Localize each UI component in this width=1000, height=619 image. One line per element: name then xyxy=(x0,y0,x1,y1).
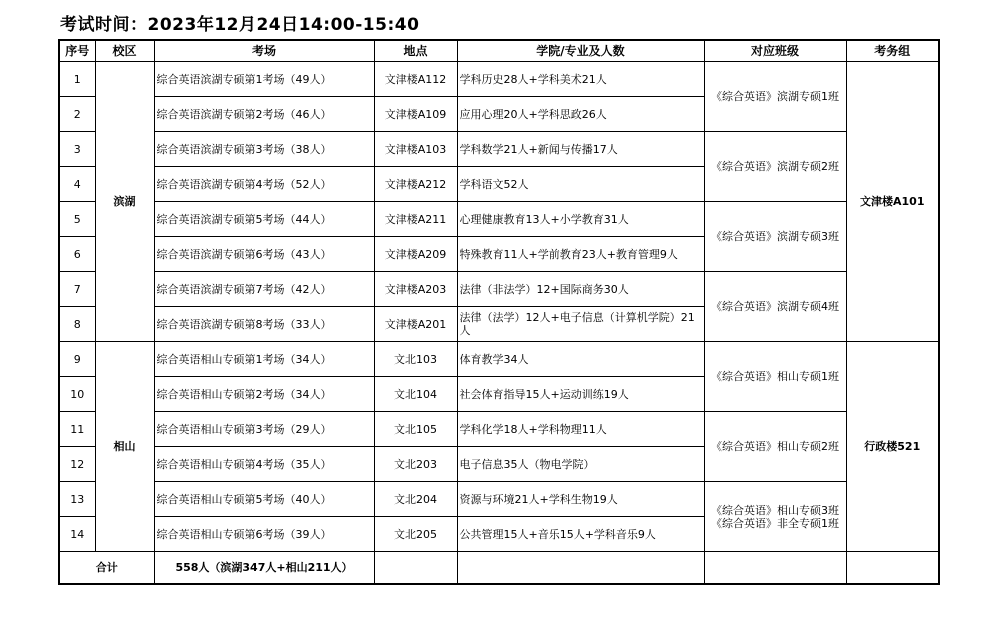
row-no: 5 xyxy=(59,202,95,237)
row-no: 2 xyxy=(59,97,95,132)
table-row xyxy=(59,482,939,517)
room-cell: 综合英语滨湖专硕第6考场（43人） xyxy=(154,237,374,272)
room-cell: 综合英语滨湖专硕第5考场（44人） xyxy=(154,202,374,237)
table-row xyxy=(59,272,939,307)
table-row xyxy=(59,62,939,97)
total-row xyxy=(59,552,939,585)
row-no: 3 xyxy=(59,132,95,167)
group-cell: 文津楼A101 xyxy=(846,62,939,342)
college-cell: 学科历史28人+学科美术21人 xyxy=(457,62,704,97)
room-cell: 综合英语相山专硕第1考场（34人） xyxy=(154,342,374,377)
row-no: 9 xyxy=(59,342,95,377)
location-cell: 文津楼A209 xyxy=(374,237,457,272)
campus-cell: 滨湖 xyxy=(95,62,154,342)
header-group: 考务组 xyxy=(846,40,939,62)
location-cell: 文津楼A112 xyxy=(374,62,457,97)
campus-cell: 相山 xyxy=(95,342,154,552)
class-cell: 《综合英语》相山专硕2班 xyxy=(704,412,846,482)
row-no: 8 xyxy=(59,307,95,342)
table-row xyxy=(59,202,939,237)
college-cell: 应用心理20人+学科思政26人 xyxy=(457,97,704,132)
row-no: 7 xyxy=(59,272,95,307)
college-cell: 学科语文52人 xyxy=(457,167,704,202)
room-cell: 综合英语滨湖专硕第1考场（49人） xyxy=(154,62,374,97)
table-header-row xyxy=(59,40,939,62)
college-cell: 资源与环境21人+学科生物19人 xyxy=(457,482,704,517)
empty-cell xyxy=(457,552,704,585)
total-value: 558人（滨湖347人+相山211人） xyxy=(154,552,374,585)
class-line: 《综合英语》相山专硕3班 xyxy=(711,503,839,517)
header-location: 地点 xyxy=(374,40,457,62)
room-cell: 综合英语相山专硕第3考场（29人） xyxy=(154,412,374,447)
class-cell: 《综合英语》滨湖专硕1班 xyxy=(704,62,846,132)
room-cell: 综合英语滨湖专硕第3考场（38人） xyxy=(154,132,374,167)
college-cell: 学科数学21人+新闻与传播17人 xyxy=(457,132,704,167)
row-no: 14 xyxy=(59,517,95,552)
college-cell: 法律（非法学）12+国际商务30人 xyxy=(457,272,704,307)
group-cell: 行政楼521 xyxy=(846,342,939,552)
row-no: 4 xyxy=(59,167,95,202)
college-cell: 社会体育指导15人+运动训练19人 xyxy=(457,377,704,412)
empty-cell xyxy=(704,552,846,585)
room-cell: 综合英语相山专硕第6考场（39人） xyxy=(154,517,374,552)
room-cell: 综合英语相山专硕第5考场（40人） xyxy=(154,482,374,517)
class-cell-merged xyxy=(704,482,846,552)
college-cell: 心理健康教育13人+小学教育31人 xyxy=(457,202,704,237)
location-cell: 文津楼A203 xyxy=(374,272,457,307)
room-cell: 综合英语滨湖专硕第4考场（52人） xyxy=(154,167,374,202)
row-no: 11 xyxy=(59,412,95,447)
college-cell: 公共管理15人+音乐15人+学科音乐9人 xyxy=(457,517,704,552)
location-cell: 文津楼A201 xyxy=(374,307,457,342)
room-cell: 综合英语滨湖专硕第7考场（42人） xyxy=(154,272,374,307)
location-cell: 文北203 xyxy=(374,447,457,482)
class-cell: 《综合英语》滨湖专硕2班 xyxy=(704,132,846,202)
location-cell: 文津楼A103 xyxy=(374,132,457,167)
exam-time-title: 考试时间：2023年12月24日14:00-15:40 xyxy=(60,15,420,35)
location-cell: 文津楼A211 xyxy=(374,202,457,237)
college-cell: 电子信息35人（物电学院） xyxy=(457,447,704,482)
location-cell: 文津楼A109 xyxy=(374,97,457,132)
row-no: 6 xyxy=(59,237,95,272)
class-cell: 《综合英语》滨湖专硕4班 xyxy=(704,272,846,342)
header-no: 序号 xyxy=(59,40,95,62)
row-no: 12 xyxy=(59,447,95,482)
row-no: 10 xyxy=(59,377,95,412)
room-cell: 综合英语滨湖专硕第8考场（33人） xyxy=(154,307,374,342)
empty-cell xyxy=(846,552,939,585)
exam-schedule-table xyxy=(58,39,940,585)
location-cell: 文津楼A212 xyxy=(374,167,457,202)
location-cell: 文北205 xyxy=(374,517,457,552)
room-cell: 综合英语滨湖专硕第2考场（46人） xyxy=(154,97,374,132)
table-row xyxy=(59,132,939,167)
header-college: 学院/专业及人数 xyxy=(457,40,704,62)
total-label: 合计 xyxy=(59,552,154,585)
row-no: 1 xyxy=(59,62,95,97)
location-cell: 文北103 xyxy=(374,342,457,377)
table-row xyxy=(59,342,939,377)
class-line: 《综合英语》非全专硕1班 xyxy=(711,516,839,530)
empty-cell xyxy=(374,552,457,585)
room-cell: 综合英语相山专硕第2考场（34人） xyxy=(154,377,374,412)
college-cell: 特殊教育11人+学前教育23人+教育管理9人 xyxy=(457,237,704,272)
location-cell: 文北104 xyxy=(374,377,457,412)
class-cell: 《综合英语》滨湖专硕3班 xyxy=(704,202,846,272)
college-cell: 法律（法学）12人+电子信息（计算机学院）21人 xyxy=(457,307,704,342)
location-cell: 文北105 xyxy=(374,412,457,447)
header-class: 对应班级 xyxy=(704,40,846,62)
table-row xyxy=(59,412,939,447)
header-room: 考场 xyxy=(154,40,374,62)
row-no: 13 xyxy=(59,482,95,517)
college-cell: 体育教学34人 xyxy=(457,342,704,377)
class-cell: 《综合英语》相山专硕1班 xyxy=(704,342,846,412)
college-cell: 学科化学18人+学科物理11人 xyxy=(457,412,704,447)
location-cell: 文北204 xyxy=(374,482,457,517)
header-campus: 校区 xyxy=(95,40,154,62)
room-cell: 综合英语相山专硕第4考场（35人） xyxy=(154,447,374,482)
